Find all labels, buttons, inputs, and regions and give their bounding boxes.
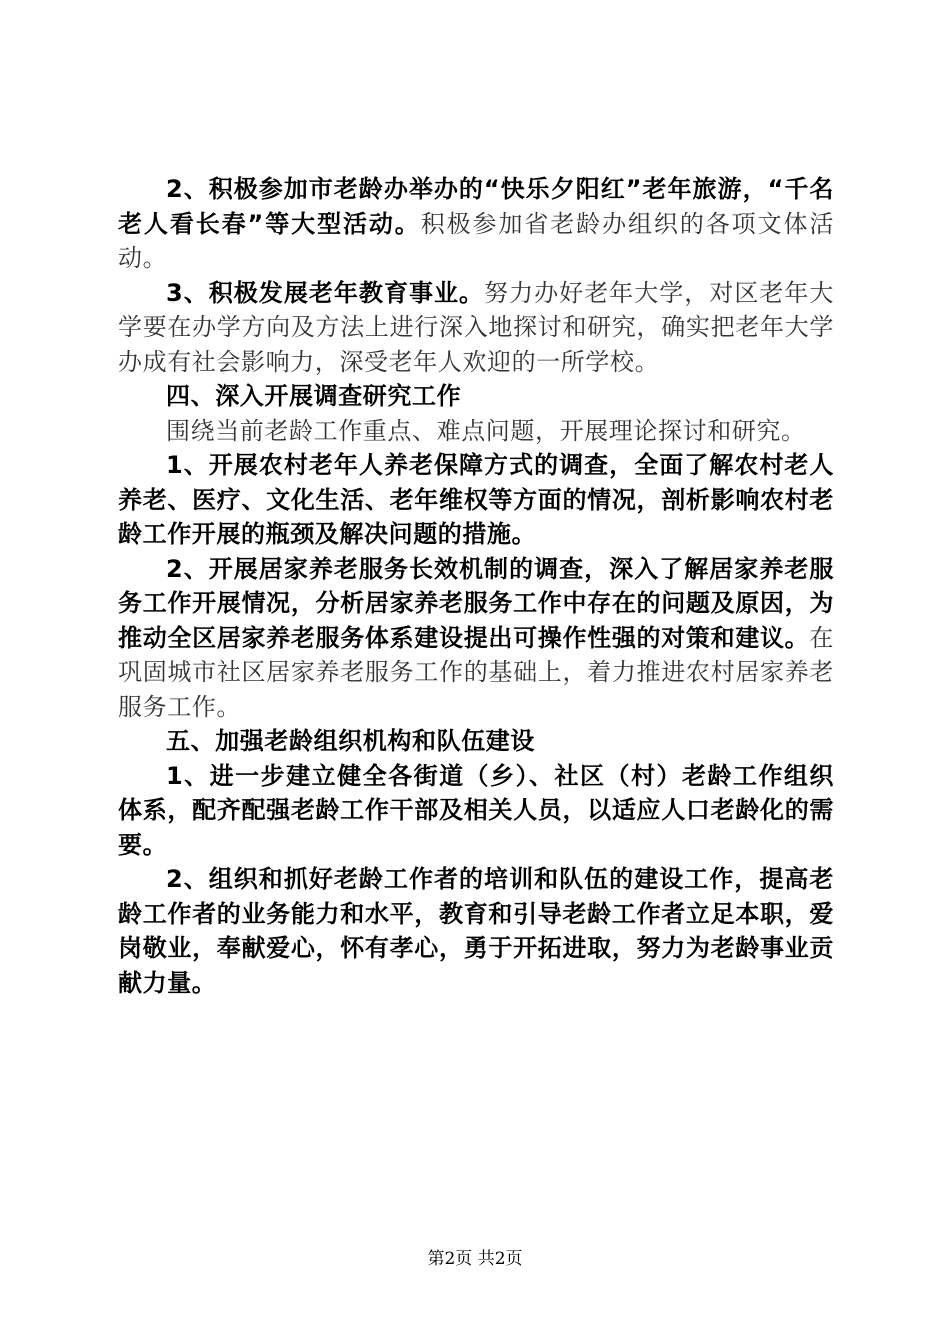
section-heading-organization <box>118 724 834 759</box>
paragraph-bold-text: 2、组织和抓好老龄工作者的培训和队伍的建设工作，提高老龄工作者的业务能力和水平，教育和引导老龄工作者立足本职，爱岗敬业，奉献爱心，怀有孝心，勇于开拓进取，努力为老龄事业贡献力量。 <box>118 865 834 997</box>
paragraph-bold-text: 1、进一步建立健全各街道（乡）、社区（村）老龄工作组织体系，配齐配强老龄工作干部及相关人员，以适应人口老龄化的需要。 <box>118 761 834 859</box>
section-heading-research <box>118 379 834 414</box>
paragraph-activities <box>118 172 834 276</box>
paragraph-organization-system <box>118 759 834 863</box>
paragraph-bold-text: 2、开展居家养老服务长效机制的调查，深入了解居家养老服务工作开展情况，分析居家养老服务工作中存在的问题及原因，为推动全区居家养老服务体系建设提出可操作性强的对策和建议。 <box>118 554 834 652</box>
paragraph-bold-text: 五、加强老龄组织机构和队伍建设 <box>166 727 535 755</box>
paragraph-normal-text: 努力办好老年大学，对区老年大学要在办学方向及方法上进行深入地探讨和研究，确实把老年大学办成有社会影响力，深受老年人欢迎的一所学校。 <box>118 278 834 376</box>
paragraph-education <box>118 276 834 380</box>
page-number-footer: 第2页 共2页 <box>427 1249 523 1269</box>
paragraph-rural-survey <box>118 448 834 552</box>
paragraph-bold-text: 3、积极发展老年教育事业。 <box>166 278 485 307</box>
paragraph-bold-text: 四、深入开展调查研究工作 <box>166 382 462 410</box>
paragraph-research-intro <box>118 414 834 449</box>
paragraph-normal-text: 在巩固城市社区居家养老服务工作的基础上，着力推进农村居家养老服务工作。 <box>118 623 834 721</box>
paragraph-normal-text: 积极参加省老龄办组织的各项文体活动。 <box>118 209 834 272</box>
paragraph-bold-text: 2、积极参加市老龄办举办的“快乐夕阳红”老年旅游，“千名老人看长春”等大型活动。 <box>118 175 834 238</box>
document-body <box>118 172 834 1000</box>
paragraph-training <box>118 862 834 1000</box>
paragraph-normal-text: 围绕当前老龄工作重点、难点问题，开展理论探讨和研究。 <box>166 416 806 445</box>
paragraph-bold-text: 1、开展农村老年人养老保障方式的调查，全面了解农村老人养老、医疗、文化生活、老年维权等方面的情况，剖析影响农村老龄工作开展的瓶颈及解决问题的措施。 <box>118 451 834 548</box>
paragraph-home-care-survey <box>118 552 834 725</box>
